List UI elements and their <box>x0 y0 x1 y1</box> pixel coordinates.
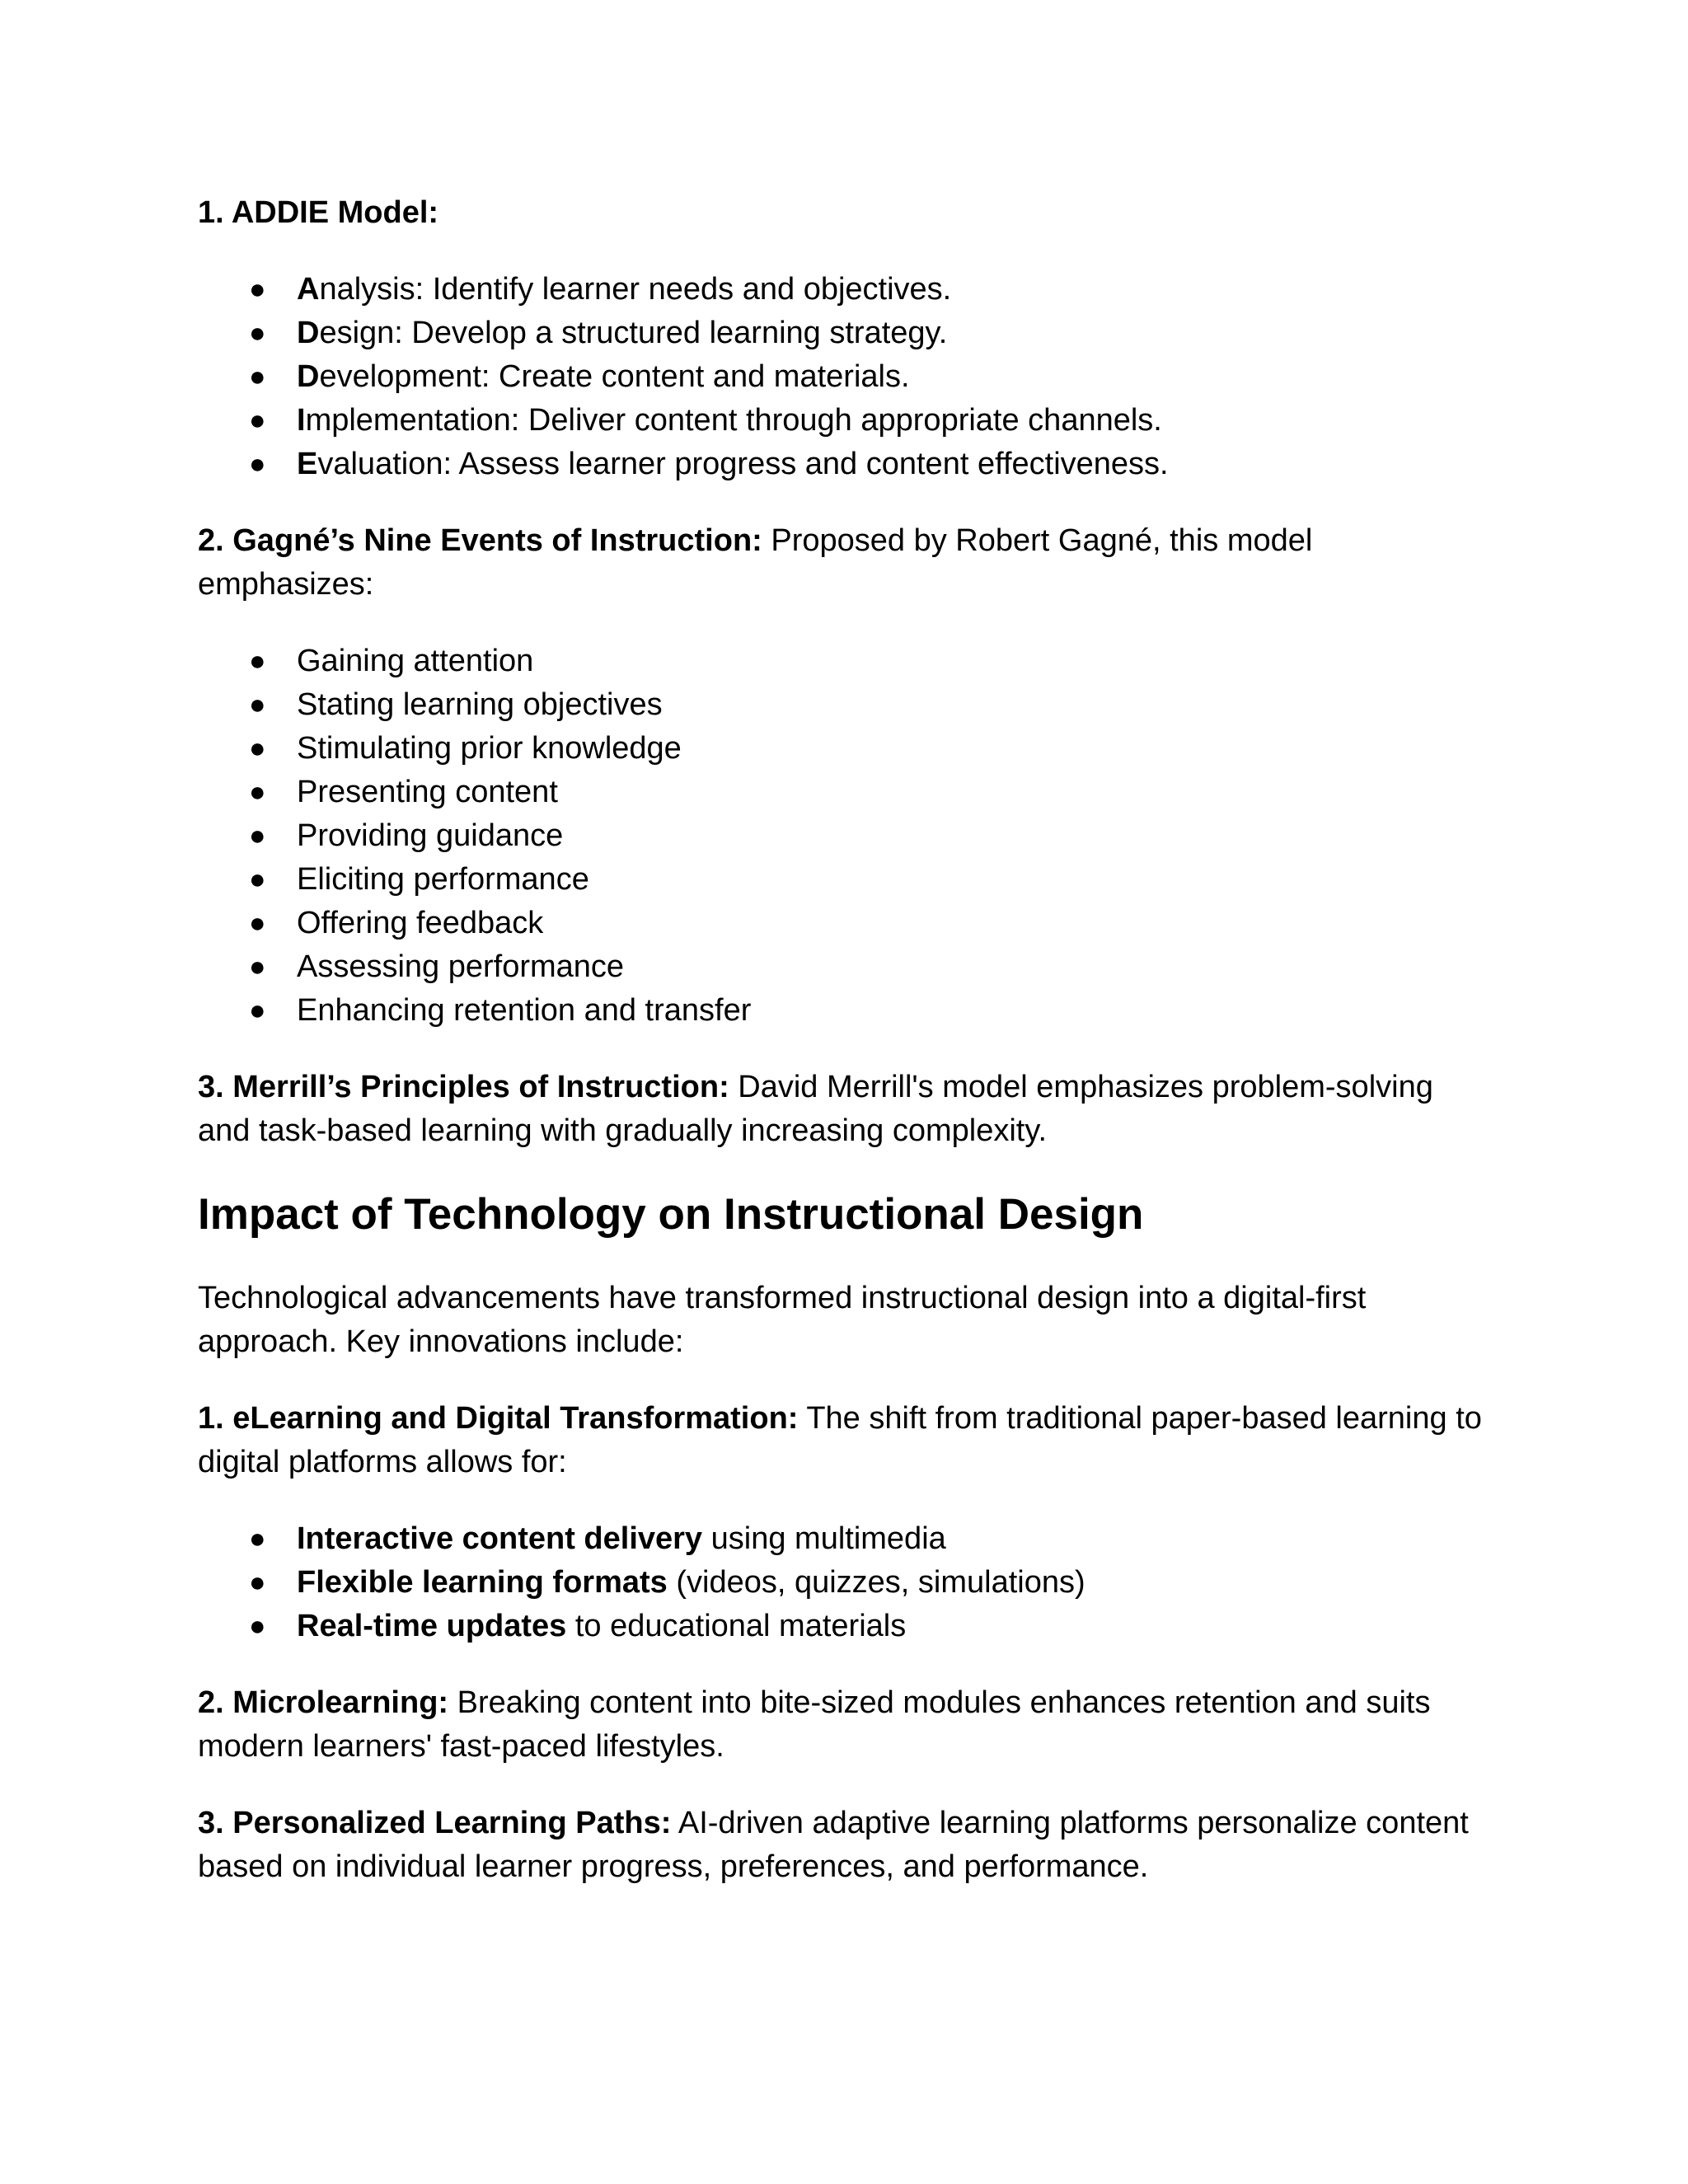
list-item-text: evelopment: Create content and materials. <box>319 359 910 394</box>
bullet-icon: ● <box>249 864 266 895</box>
bullet-icon: ● <box>249 274 266 305</box>
gagne-heading: 2. Gagné’s Nine Events of Instruction: <box>198 523 762 558</box>
list-item-text: (videos, quizzes, simulations) <box>667 1565 1085 1600</box>
elearning-text: The shift from traditional paper-based learning to digital platforms allows for: <box>198 1401 1482 1479</box>
list-item-text: esign: Develop a structured learning strategy. <box>319 316 948 350</box>
personalized-text: AI-driven adaptive learning platforms personalize content based on individual learner progress, preferences, and performance. <box>198 1806 1469 1884</box>
acronym-letter: E <box>297 447 318 481</box>
merrill-text: David Merrill's model emphasizes problem-solving and task-based learning with gradually increasing complexity. <box>198 1070 1433 1148</box>
list-item-keyword: Real-time updates <box>297 1609 567 1643</box>
list-item-text: Eliciting performance <box>297 862 589 897</box>
list-item-text: Offering feedback <box>297 906 544 940</box>
merrill-paragraph <box>198 1066 1484 1153</box>
list-item-text: Gaining attention <box>297 644 534 678</box>
addie-list <box>198 268 1484 486</box>
list-item <box>198 858 1484 902</box>
list-item <box>198 683 1484 727</box>
elearning-heading: 1. eLearning and Digital Transformation: <box>198 1401 799 1436</box>
bullet-icon: ● <box>249 361 266 392</box>
list-item <box>198 771 1484 814</box>
acronym-letter: D <box>297 316 320 350</box>
list-item-text: to educational materials <box>566 1609 907 1643</box>
list-item-text: using multimedia <box>702 1521 946 1556</box>
list-item-text: Assessing performance <box>297 949 625 984</box>
list-item <box>198 727 1484 771</box>
list-item <box>198 312 1484 355</box>
list-item <box>198 1517 1484 1561</box>
bullet-icon: ● <box>249 405 266 436</box>
list-item <box>198 989 1484 1033</box>
list-item <box>198 814 1484 858</box>
list-item <box>198 1605 1484 1648</box>
bullet-icon: ● <box>249 951 266 982</box>
elearning-list <box>198 1517 1484 1648</box>
gagne-text: Proposed by Robert Gagné, this model emphasizes: <box>198 523 1313 602</box>
merrill-heading: 3. Merrill’s Principles of Instruction: <box>198 1070 729 1104</box>
list-item-text: mplementation: Deliver content through appropriate channels. <box>305 403 1162 438</box>
list-item <box>198 355 1484 399</box>
list-item <box>198 443 1484 486</box>
list-item-text: nalysis: Identify learner needs and objectives. <box>319 272 952 307</box>
bullet-icon: ● <box>249 317 266 349</box>
microlearning-paragraph <box>198 1681 1484 1769</box>
list-item-keyword: Flexible learning formats <box>297 1565 668 1600</box>
bullet-icon: ● <box>249 820 266 851</box>
acronym-letter: I <box>297 403 306 438</box>
list-item <box>198 902 1484 945</box>
document-page <box>198 191 1484 1922</box>
list-item <box>198 945 1484 989</box>
bullet-icon: ● <box>249 645 266 677</box>
list-item <box>198 268 1484 312</box>
section-title: Impact of Technology on Instructional Design <box>198 1190 1144 1239</box>
list-item-text: valuation: Assess learner progress and content effectiveness. <box>317 447 1169 481</box>
list-item-text: Providing guidance <box>297 818 564 853</box>
bullet-icon: ● <box>249 1610 266 1642</box>
list-item-text: Presenting content <box>297 775 558 809</box>
list-item-text: Stating learning objectives <box>297 687 663 722</box>
microlearning-text: Breaking content into bite-sized modules enhances retention and suits modern learners' fast-paced lifestyles. <box>198 1685 1431 1764</box>
bullet-icon: ● <box>249 1567 266 1598</box>
bullet-icon: ● <box>249 907 266 939</box>
bullet-icon: ● <box>249 733 266 764</box>
elearning-paragraph <box>198 1397 1484 1484</box>
bullet-icon: ● <box>249 1523 266 1554</box>
addie-heading: 1. ADDIE Model: <box>198 195 439 230</box>
list-item <box>198 1561 1484 1605</box>
section-intro: Technological advancements have transformed instructional design into a digital-first approach. Key innovations include: <box>198 1281 1367 1359</box>
personalized-paragraph <box>198 1802 1484 1889</box>
gagne-list <box>198 640 1484 1033</box>
acronym-letter: A <box>297 272 320 307</box>
gagne-paragraph <box>198 519 1484 607</box>
personalized-heading: 3. Personalized Learning Paths: <box>198 1806 672 1840</box>
addie-heading-paragraph <box>198 191 1484 235</box>
list-item-text: Enhancing retention and transfer <box>297 993 752 1028</box>
list-item-text: Stimulating prior knowledge <box>297 731 682 766</box>
bullet-icon: ● <box>249 689 266 720</box>
list-item <box>198 640 1484 683</box>
bullet-icon: ● <box>249 995 266 1026</box>
acronym-letter: D <box>297 359 320 394</box>
list-item <box>198 399 1484 443</box>
bullet-icon: ● <box>249 776 266 808</box>
bullet-icon: ● <box>249 448 266 480</box>
list-item-keyword: Interactive content delivery <box>297 1521 703 1556</box>
microlearning-heading: 2. Microlearning: <box>198 1685 449 1720</box>
